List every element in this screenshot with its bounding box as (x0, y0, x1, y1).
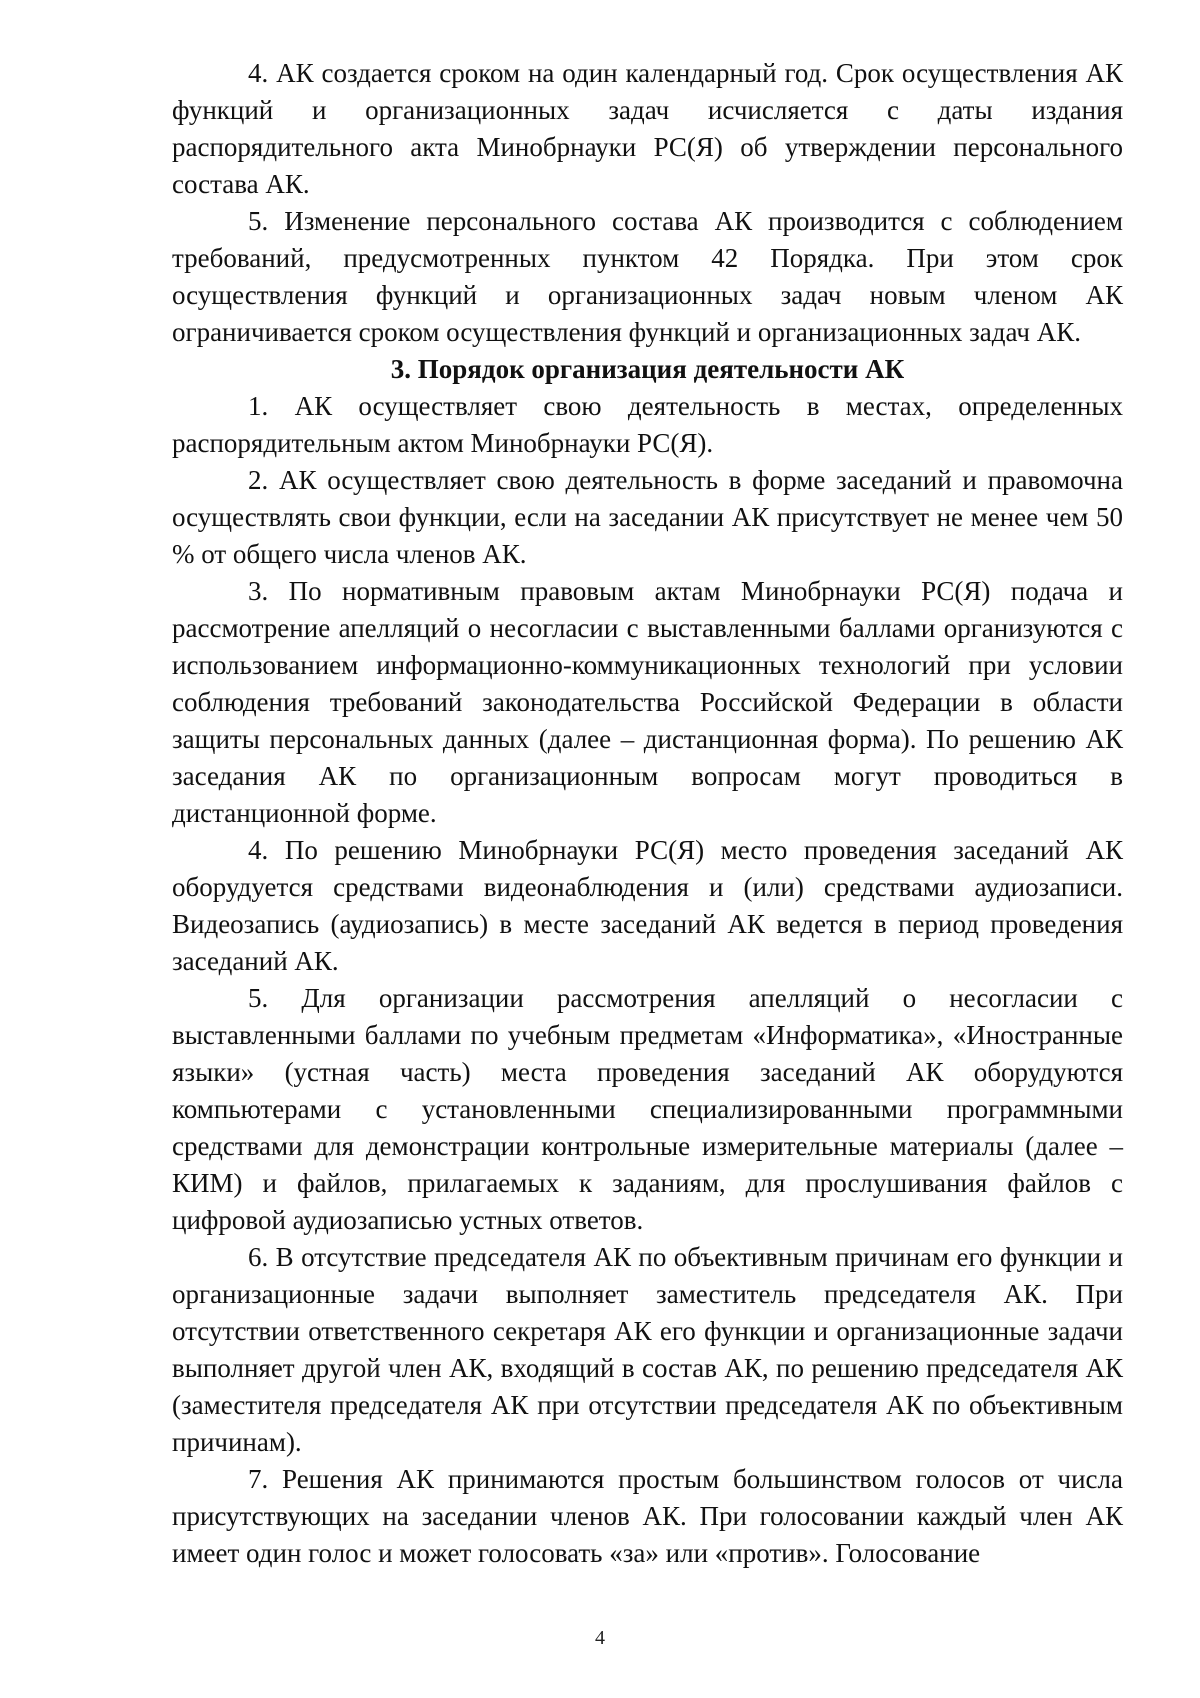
paragraph-2-4: 4. АК создается сроком на один календарный год. Срок осуществления АК функций и организационных задач исчисляется с даты издания распорядительного акта Минобрнауки РС(Я) об утверждении персонального состава АК. (172, 58, 1123, 199)
page-number: 4 (595, 1627, 605, 1649)
document-page (172, 55, 1123, 1572)
paragraph-3-5: 5. Для организации рассмотрения апелляций о несогласии с выставленными баллами по учебным предметам «Информатика», «Иностранные языки» (устная часть) места проведения заседаний АК оборудуются компьютерами с установленными специализированными программными средствами для демонстрации контрольные измерительные материалы (далее – КИМ) и файлов, прилагаемых к заданиям, для прослушивания файлов с цифровой аудиозаписью устных ответов. (172, 983, 1123, 1235)
paragraph-3-6: 6. В отсутствие председателя АК по объективным причинам его функции и организационные задачи выполняет заместитель председателя АК. При отсутствии ответственного секретаря АК его функции и организационные задачи выполняет другой член АК, входящий в состав АК, по решению председателя АК (заместителя председателя АК при отсутствии председателя АК по объективным причинам). (172, 1242, 1123, 1457)
paragraph-3-2: 2. АК осуществляет свою деятельность в форме заседаний и правомочна осуществлять свои функции, если на заседании АК присутствует не менее чем 50 % от общего числа членов АК. (172, 465, 1123, 569)
paragraph-3-3: 3. По нормативным правовым актам Минобрнауки РС(Я) подача и рассмотрение апелляций о несогласии с выставленными баллами организуются с использованием информационно-коммуникационных технологий при условии соблюдения требований законодательства Российской Федерации в области защиты персональных данных (далее – дистанционная форма). По решению АК заседания АК по организационным вопросам могут проводиться в дистанционной форме. (172, 576, 1123, 828)
section-heading: 3. Порядок организация деятельности АК (390, 354, 905, 384)
paragraph-3-7: 7. Решения АК принимаются простым большинством голосов от числа присутствующих на заседании членов АК. При голосовании каждый член АК имеет один голос и может голосовать «за» или «против». Голосование (172, 1464, 1123, 1568)
paragraph-2-5: 5. Изменение персонального состава АК производится с соблюдением требований, предусмотренных пунктом 42 Порядка. При этом срок осуществления функций и организационных задач новым членом АК ограничивается сроком осуществления функций и организационных задач АК. (172, 206, 1123, 347)
paragraph-3-4: 4. По решению Минобрнауки РС(Я) место проведения заседаний АК оборудуется средствами видеонаблюдения и (или) средствами аудиозаписи. Видеозапись (аудиозапись) в месте заседаний АК ведется в период проведения заседаний АК. (172, 835, 1123, 976)
paragraph-3-1: 1. АК осуществляет свою деятельность в местах, определенных распорядительным актом Минобрнауки РС(Я). (172, 391, 1123, 458)
